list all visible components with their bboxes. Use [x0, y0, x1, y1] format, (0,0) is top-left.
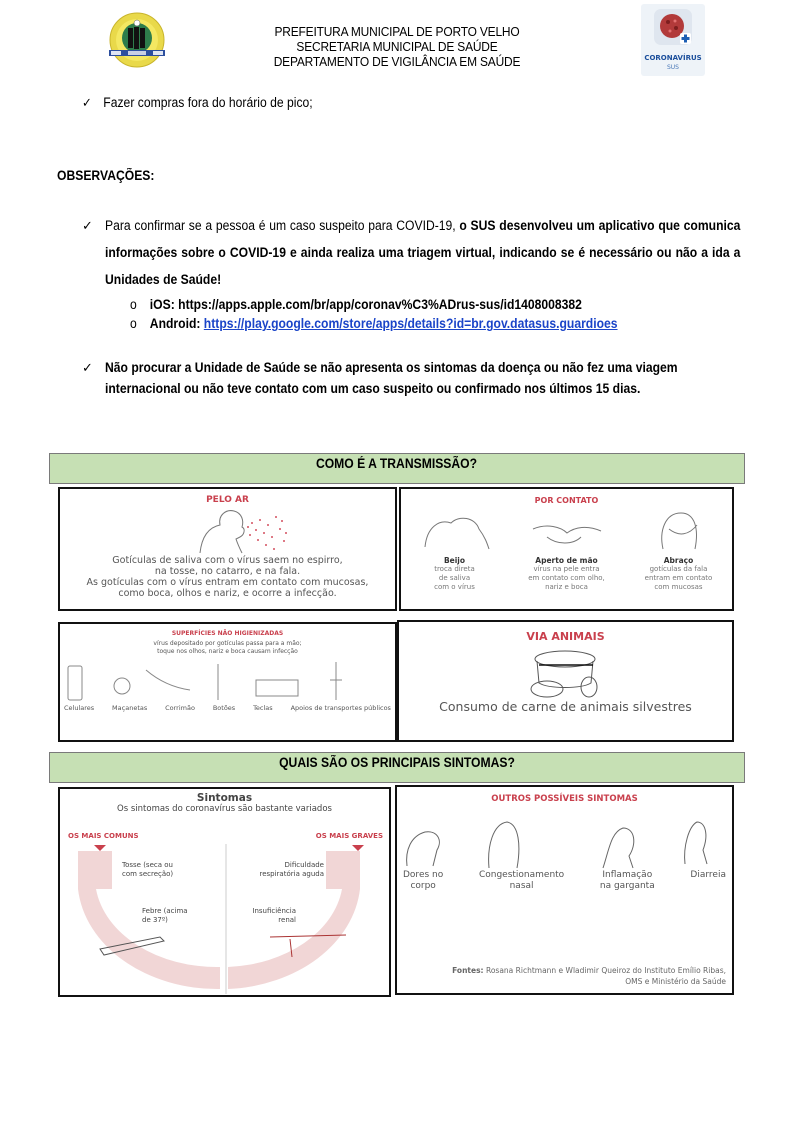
contact-desc-line: entram em contato	[644, 574, 713, 582]
observation-item-health-unit	[82, 357, 738, 399]
logo-subtitle: SUS	[666, 64, 680, 71]
checkmark-icon: ✓	[82, 360, 93, 375]
contact-desc-line: com o vírus	[434, 583, 475, 591]
symptom-line: Insuficiência	[252, 907, 296, 915]
symptom-line: Tosse (seca ou	[122, 861, 173, 869]
panel-outros-sintomas	[395, 785, 734, 995]
observations-heading: OBSERVAÇÕES:	[57, 168, 155, 183]
android-link-item	[130, 316, 618, 331]
header-line-2: SECRETARIA MUNICIPAL DE SAÚDE	[296, 39, 498, 54]
observation-text-normal: Para confirmar se a pessoa é um caso suspeito para COVID-19,	[105, 218, 460, 233]
symptom-line: corpo	[410, 881, 436, 891]
contact-desc-line: em contato com olho,	[528, 574, 605, 582]
surface-label: Corrimão	[165, 704, 195, 712]
panel-por-contato	[399, 487, 734, 611]
section-title: QUAIS SÃO OS PRINCIPAIS SINTOMAS?	[279, 755, 515, 770]
observation-text-bold: o SUS desenvolveu um aplicativo que comunica informações sobre o COVID-19 e ainda realiza uma triagem virtual, indicando se é necessário ou não a ida a Unidades de Saúde!	[105, 218, 741, 287]
common-symptoms-label: OS MAIS COMUNS	[68, 832, 139, 840]
contact-item-kiss	[405, 507, 505, 592]
handshake-illustration	[527, 507, 607, 551]
coronavirus-sus-logo	[641, 4, 705, 76]
circle-bullet-icon: o	[130, 297, 137, 312]
symptom-line: Inflamação	[602, 870, 653, 880]
observation-text: Não procurar a Unidade de Saúde se não apresenta os sintomas da doença ou não fez uma viagem internacional ou não teve contato com um caso suspeito ou confirmado nos últimos 15 dias.	[105, 360, 678, 396]
contact-desc-line: de saliva	[438, 574, 471, 582]
contact-item-handshake	[512, 507, 622, 592]
contact-item-hug	[629, 507, 729, 592]
contact-desc-line: troca direta	[434, 565, 475, 573]
surfaces-illustration	[60, 660, 395, 704]
list-item-shopping	[82, 95, 313, 111]
contact-label: Beijo	[443, 556, 466, 565]
other-symptom-body-pain	[403, 870, 443, 892]
circle-bullet-icon: o	[130, 316, 137, 331]
superficies-desc-line-1: vírus depositado por gotículas passa para a mão;	[153, 640, 302, 647]
section-header-symptoms	[49, 752, 745, 783]
symptom-line: com secreção)	[122, 870, 174, 878]
via-animais-desc: Consumo de carne de animais silvestres	[439, 699, 692, 714]
symptom-line: renal	[278, 916, 296, 924]
other-symptom-nasal	[479, 870, 564, 892]
surface-label: Celulares	[64, 704, 95, 712]
document-header	[216, 24, 578, 69]
pelo-ar-line-2: na tosse, no catarro, e na fala.	[154, 566, 301, 577]
symptom-line: Dores no	[403, 870, 444, 880]
sintomas-title: Sintomas	[196, 792, 253, 804]
symptom-line: Diarreia	[690, 870, 726, 880]
symptom-line: Febre (acima	[142, 907, 188, 915]
list-item-text: Fazer compras fora do horário de pico;	[103, 95, 313, 110]
plus-icon	[680, 33, 691, 44]
panel-sintomas	[58, 787, 391, 997]
header-line-1: PREFEITURA MUNICIPAL DE PORTO VELHO	[274, 24, 520, 39]
symptom-cough	[122, 861, 173, 879]
ios-url: https://apps.apple.com/br/app/coronav%C3%ADrus-sus/id1408008382	[178, 297, 582, 312]
android-label: Android:	[149, 316, 204, 331]
panel-title: SUPERFÍCIES NÃO HIGIENIZADAS	[171, 630, 284, 637]
hug-illustration	[639, 507, 719, 551]
panel-title: VIA ANIMAIS	[526, 630, 605, 643]
android-store-link[interactable]: https://play.google.com/store/apps/details?id=br.gov.datasus.guardioes	[203, 316, 618, 331]
symptom-line: Congestionamento	[478, 870, 565, 880]
panel-via-animais	[397, 620, 734, 742]
ios-link-item	[130, 297, 582, 312]
symptom-line: Dificuldade	[284, 861, 324, 869]
header-line-3: DEPARTAMENTO DE VIGILÂNCIA EM SAÚDE	[273, 54, 521, 69]
cooking-pot-illustration	[399, 643, 732, 699]
panel-title: POR CONTATO	[534, 496, 599, 505]
panel-pelo-ar	[58, 487, 397, 611]
contact-desc-line: vírus na pele entra	[533, 565, 600, 573]
symptom-line: nasal	[509, 881, 534, 891]
surface-label: Maçanetas	[112, 704, 148, 712]
sintomas-subtitle: Os sintomas do coronavírus são bastante variados	[117, 804, 332, 814]
panel-title: PELO AR	[206, 495, 249, 505]
sources-label: Fontes:	[452, 966, 484, 975]
contact-desc-line: gotículas da fala	[649, 565, 708, 573]
checkmark-icon: ✓	[82, 218, 93, 233]
section-title: COMO É A TRANSMISSÃO?	[316, 456, 478, 471]
logo-title: CORONAVÍRUS	[644, 54, 702, 62]
superficies-desc-line-2: toque nos olhos, nariz e boca causam infecção	[157, 648, 298, 655]
other-symptom-throat	[600, 870, 655, 892]
checkmark-icon: ✓	[82, 95, 92, 110]
ios-label: iOS:	[149, 297, 179, 312]
observation-item-app	[82, 212, 741, 293]
surface-label: Apoios de transportes públicos	[290, 704, 391, 712]
sources-line-1: Rosana Richtmann e Wladimir Queiroz do Instituto Emílio Ribas,	[485, 966, 726, 975]
symptom-line: na garganta	[599, 881, 655, 891]
sneezing-person-illustration	[60, 505, 395, 555]
kiss-illustration	[415, 507, 495, 551]
municipal-coat-of-arms-logo	[106, 10, 168, 70]
symptom-fever	[142, 907, 188, 925]
symptoms-arc-illustration	[60, 789, 391, 997]
other-symptoms-illustration	[397, 810, 732, 870]
contact-desc-line: com mucosas	[654, 583, 703, 591]
contact-label: Aperto de mão	[535, 556, 598, 565]
surface-label: Botões	[212, 704, 236, 712]
severe-symptoms-label: OS MAIS GRAVES	[315, 832, 383, 840]
symptom-breathing	[248, 861, 324, 879]
contact-desc-line: nariz e boca	[545, 583, 588, 591]
panel-superficies	[58, 622, 397, 742]
panel-title: OUTROS POSSÍVEIS SINTOMAS	[491, 794, 638, 804]
pelo-ar-line-1: Gotículas de saliva com o vírus saem no espirro,	[112, 555, 343, 566]
surface-label: Teclas	[253, 704, 273, 712]
pelo-ar-line-4: como boca, olhos e nariz, e ocorre a infecção.	[118, 588, 337, 599]
symptom-line: de 37º)	[142, 916, 168, 924]
other-symptom-diarrhea	[690, 870, 726, 892]
sources-line-2: OMS e Ministério da Saúde	[625, 977, 726, 986]
symptom-line: respiratória aguda	[259, 870, 324, 878]
section-header-transmission	[49, 453, 745, 484]
sources-note	[452, 965, 726, 987]
pelo-ar-line-3: As gotículas com o vírus entram em contato com mucosas,	[86, 577, 369, 588]
contact-label: Abraço	[663, 556, 694, 565]
symptom-renal	[240, 907, 296, 925]
